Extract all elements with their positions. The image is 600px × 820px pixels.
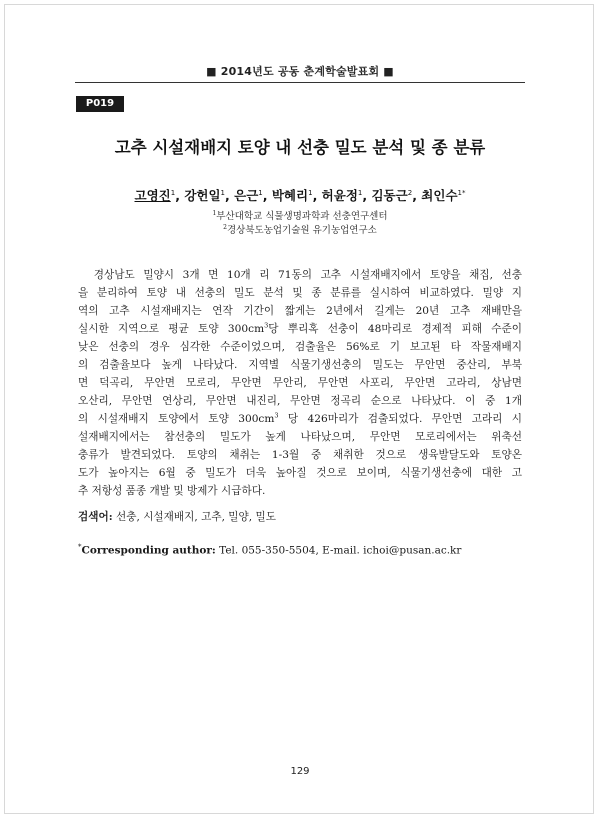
author <box>135 188 176 203</box>
author-name: 허윤정 <box>321 188 358 203</box>
corresponding-author <box>78 543 522 557</box>
abstract-line <box>78 320 522 338</box>
abstract-line <box>78 356 522 374</box>
superscript: 3 <box>264 321 269 330</box>
abstract-text: 설재배지에서는 참선충의 밀도가 높게 나타났으며, 무안면 모로리에서는 위축선 <box>78 431 522 443</box>
author-name: 김동근 <box>371 188 408 203</box>
header-rule <box>75 82 525 83</box>
abstract-line <box>78 446 522 464</box>
abstract-text: 충류가 발견되었다. 토양의 채취는 1-3월 중 채취한 것으로 생육발달도와 토양온 <box>78 449 522 461</box>
author-affiliation-marker: 1* <box>457 188 466 197</box>
author-name: 은근 <box>234 188 259 203</box>
abstract-line <box>78 266 522 284</box>
abstract-line <box>78 374 522 392</box>
author-name: 박혜리 <box>271 188 309 203</box>
abstract-text: 오산리, 무안면 연상리, 무안면 내진리, 무안면 정곡리 순으로 나타났다. 이 중 1개 <box>78 395 522 407</box>
affiliation-marker: 1 <box>212 209 217 217</box>
corresponding-mark: * <box>78 543 82 551</box>
author <box>184 188 225 203</box>
corresponding-label: Corresponding author: <box>81 544 216 557</box>
paper-title: 고추 시설재배지 토양 내 선충 밀도 분석 및 종 분류 <box>114 138 486 157</box>
author-affiliation-marker: 1 <box>170 188 176 197</box>
author-name: 최인수 <box>421 188 458 203</box>
abstract-line <box>78 482 522 500</box>
author <box>322 188 363 203</box>
abstract-body <box>78 266 522 500</box>
running-header: ■ 2014년도 공동 춘계학술발표회 ■ <box>206 65 394 78</box>
abstract-text: 역의 고추 시설재배지는 연작 기간이 짧게는 2년에서 길게는 20년 고추 재배만을 <box>78 305 522 317</box>
author-affiliation-marker: 1 <box>308 188 313 197</box>
abstract-text: 을 분리하여 토양 내 선충의 밀도 분석 및 종 분류를 실시하여 비교하였다. 밀양 지 <box>78 287 522 299</box>
author-affiliation-marker: 1 <box>357 188 363 197</box>
abstract-text: 실시한 지역으로 평균 토양 300cm <box>78 323 265 335</box>
abstract-text: 당 426마리가 검출되었다. 무안면 고라리 시 <box>278 413 522 425</box>
abstract-text: 경상남도 밀양시 3개 면 10개 리 71동의 고추 시설재배지에서 토양을 채집, 선충 <box>78 269 522 281</box>
abstract-text: 당 뿌리혹 선충이 48마리로 경제적 피해 수준이 <box>268 323 522 335</box>
affiliation-marker: 2 <box>223 223 227 231</box>
author-affiliation-marker: 1 <box>258 188 263 197</box>
keywords-text: 선충, 시설재배지, 고추, 밀양, 밀도 <box>112 511 276 523</box>
abstract-line <box>78 392 522 410</box>
page-number: 129 <box>290 766 310 777</box>
author-name: 강헌일 <box>184 188 221 203</box>
author-affiliation-marker: 1 <box>220 188 226 197</box>
abstract-line <box>78 464 522 482</box>
keywords <box>78 509 522 524</box>
affiliation-text: 경상북도농업기술원 유기농업연구소 <box>226 225 377 236</box>
keywords-label: 검색어: <box>78 511 113 523</box>
author <box>234 188 263 203</box>
author <box>421 188 465 203</box>
author-name: 고영진 <box>134 188 171 203</box>
abstract-text: 낮은 선충의 경우 심각한 수준이었으며, 검출율은 56%로 기 보고된 타 작물재배지 <box>78 341 522 353</box>
affiliation-text: 부산대학교 식물생명과학과 선충연구센터 <box>216 211 388 222</box>
abstract-text: 면 덕곡리, 무안면 모로리, 무안면 무안리, 무안면 사포리, 무안면 고라리, 상남면 <box>78 377 522 389</box>
abstract-line <box>78 428 522 446</box>
affiliation-2 <box>0 222 600 236</box>
abstract-line <box>78 338 522 356</box>
author <box>371 188 412 203</box>
abstract-line <box>78 302 522 320</box>
corresponding-contact: Tel. 055-350-5504, E-mail. ichoi@pusan.ac.kr <box>215 544 462 557</box>
superscript: 3 <box>274 411 279 420</box>
abstract-line <box>78 284 522 302</box>
affiliation-1 <box>0 208 600 222</box>
author-list: 고영진$^1$, 강헌일$^1$, 은근$^1$, 박혜리$^1$, 허윤정$^1$, 김동근$^2$, 최인수$^{1*}$ <box>134 188 466 203</box>
author <box>272 188 313 203</box>
abstract-text: 도가 높아지는 6월 중 밀도가 더욱 높아질 것으로 보이며, 식물기생선충에 대한 고 <box>78 467 522 479</box>
abstract-text: 추 저항성 품종 개발 및 방제가 시급하다. <box>78 485 266 497</box>
abstract-line <box>78 410 522 428</box>
abstract-text: 의 검출율보다 높게 나타났다. 지역별 식물기생선충의 밀도는 무안면 중산리, 부북 <box>78 359 522 371</box>
author-affiliation-marker: 2 <box>407 188 413 197</box>
poster-id-badge: P019 <box>76 96 124 112</box>
abstract-text: 의 시설재배지 토양에서 토양 300cm <box>78 413 275 425</box>
